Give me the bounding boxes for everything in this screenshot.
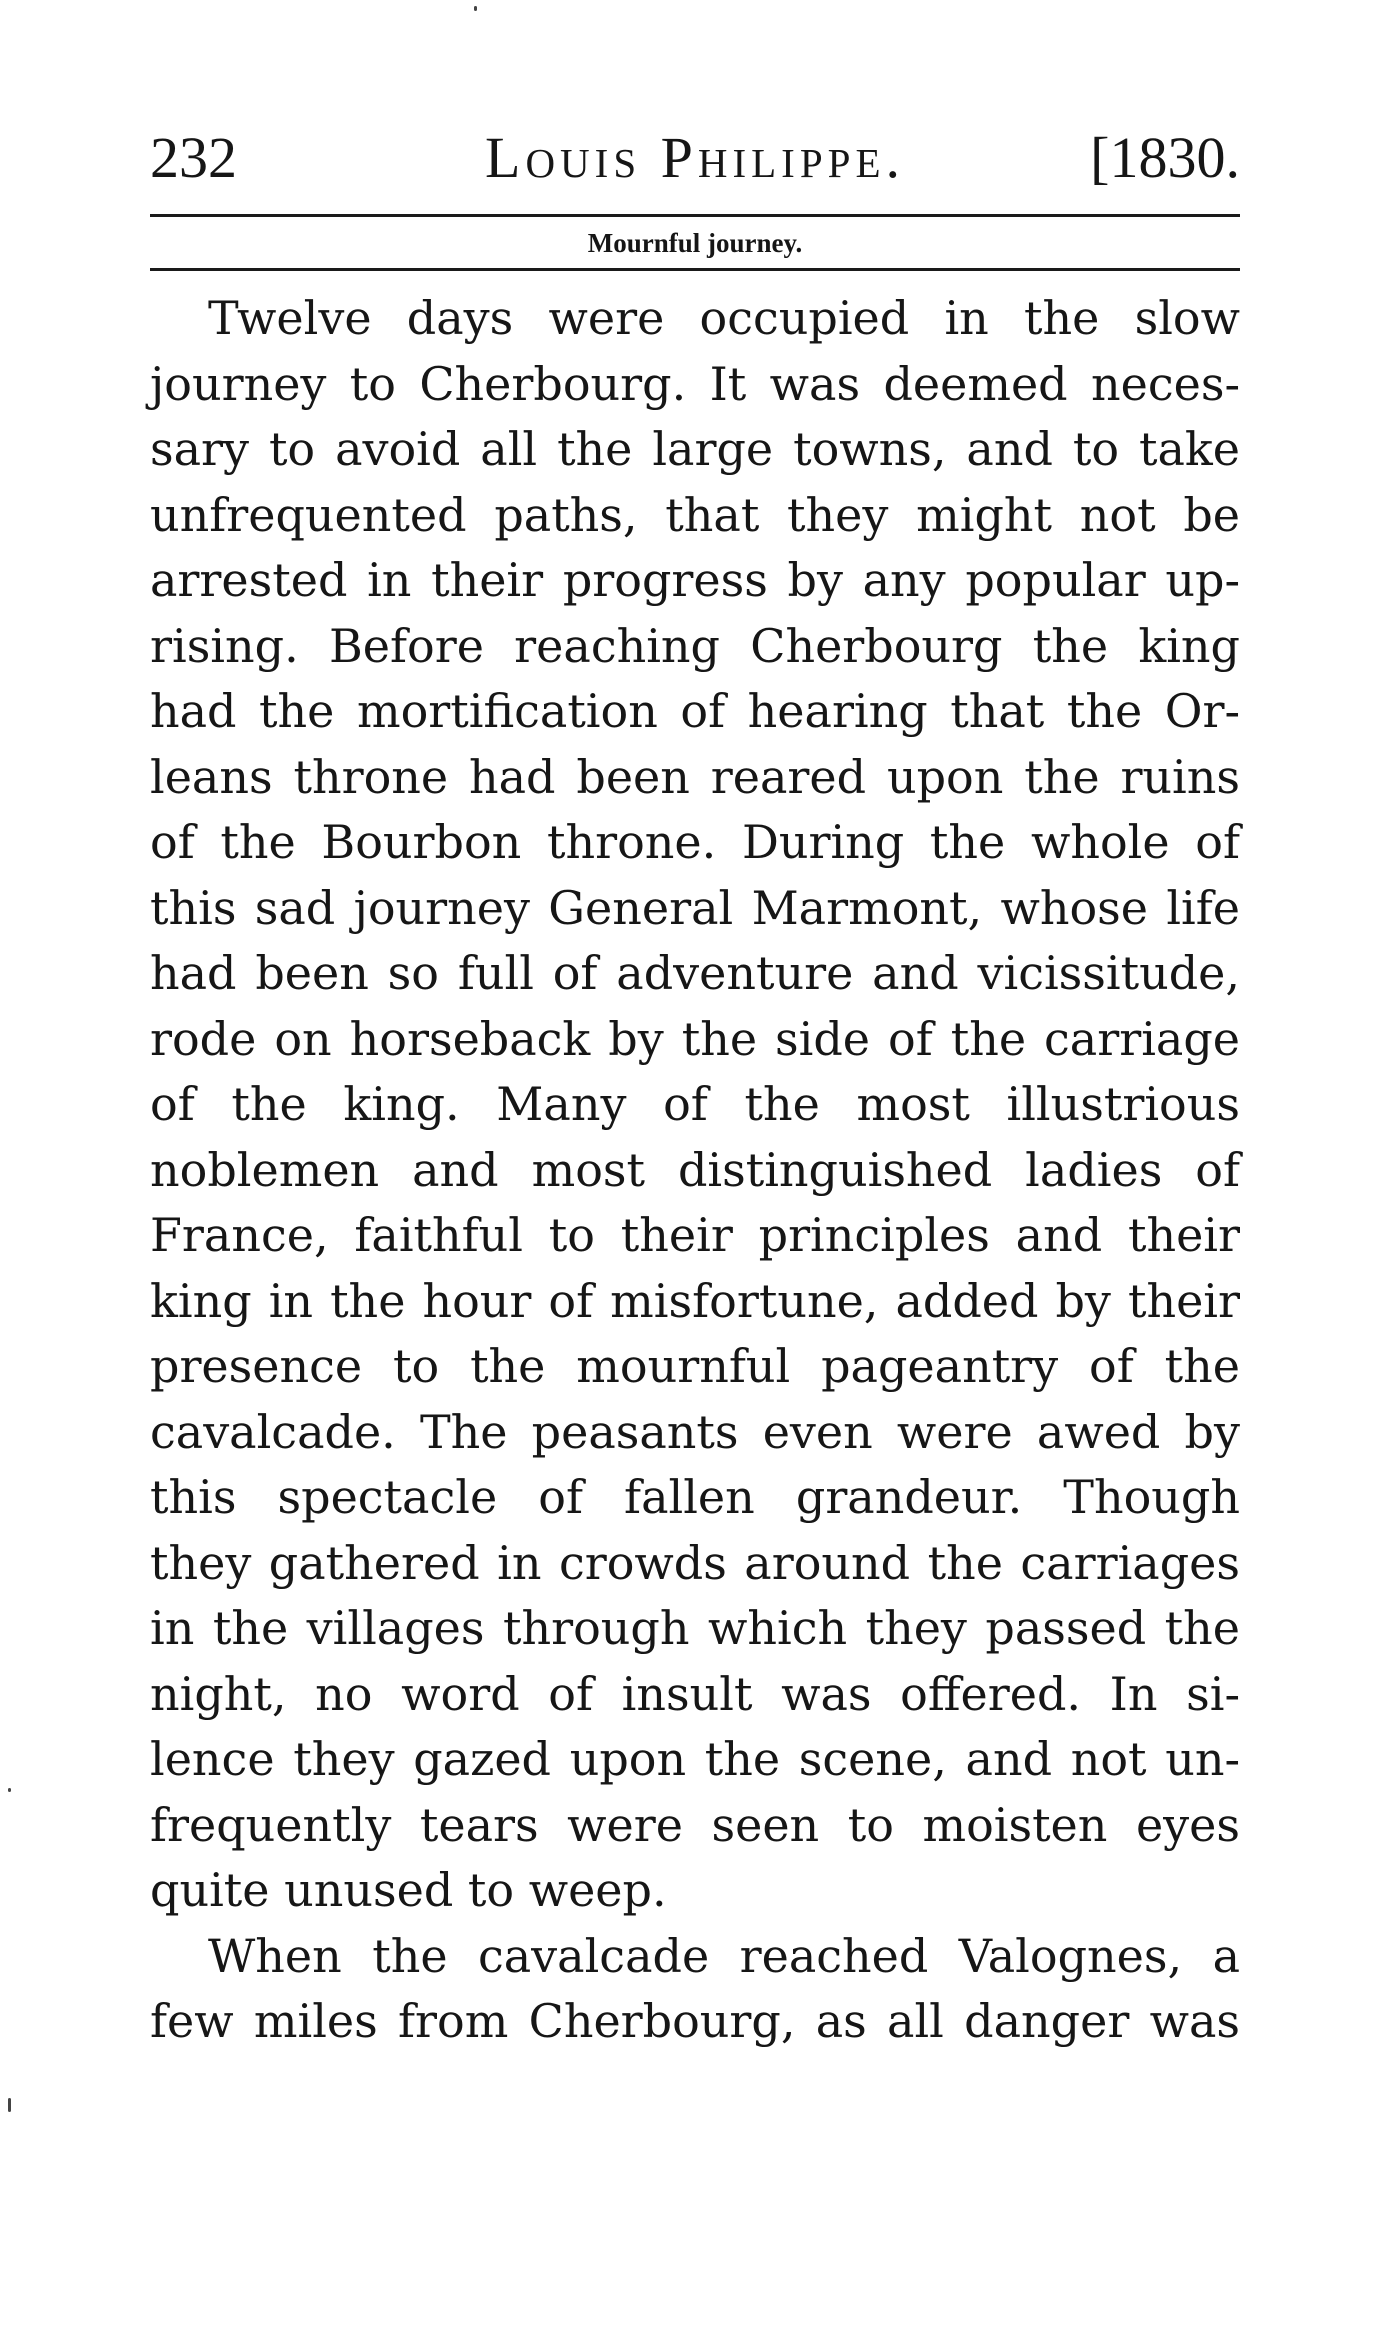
scan-speck: [8, 1788, 11, 1792]
text-line: had the mortification of hearing that the Or-: [150, 684, 1240, 738]
text-line: frequently tears were seen to moisten eyes: [150, 1797, 1240, 1852]
text-line: this sad journey General Marmont, whose life: [150, 880, 1240, 935]
text-line: rising. Before reaching Cherbourg the king: [150, 618, 1240, 673]
text-line: night, no word of insult was offered. In si-: [150, 1666, 1240, 1721]
text-line: cavalcade. The peasants even were awed by: [150, 1404, 1240, 1459]
text-line: When the cavalcade reached Valognes, a: [208, 1928, 1240, 1983]
text-line: king in the hour of misfortune, added by their: [150, 1273, 1240, 1328]
page-header: [150, 118, 1240, 198]
text-line: in the villages through which they passed the: [150, 1601, 1240, 1655]
scan-speck: [8, 2098, 11, 2112]
body-text: [150, 286, 1240, 2055]
text-line: of the king. Many of the most illustrious: [150, 1077, 1240, 1131]
running-title: Louis Philippe.: [485, 125, 905, 190]
scan-speck: [474, 6, 477, 11]
page-number: 232: [150, 125, 237, 190]
text-line: rode on horseback by the side of the carriage: [150, 1011, 1240, 1066]
text-line: sary to avoid all the large towns, and to take: [150, 422, 1240, 476]
text-line: arrested in their progress by any popular up-: [150, 553, 1240, 607]
text-line: few miles from Cherbourg, as all danger was: [150, 1994, 1240, 2048]
text-line: they gathered in crowds around the carriages: [150, 1535, 1240, 1590]
text-line: France, faithful to their principles and their: [150, 1208, 1240, 1262]
text-line: leans throne had been reared upon the ruins: [150, 749, 1240, 804]
text-line: unfrequented paths, that they might not be: [150, 487, 1240, 542]
text-line: noblemen and most distinguished ladies of: [150, 1142, 1240, 1197]
text-line: of the Bourbon throne. During the whole of: [150, 815, 1240, 869]
text-line: this spectacle of fallen grandeur. Though: [150, 1470, 1240, 1524]
header-rule-top: [150, 214, 1240, 217]
text-line: lence they gazed upon the scene, and not un-: [150, 1732, 1240, 1786]
text-line: journey to Cherbourg. It was deemed neces-: [150, 356, 1240, 411]
text-line: had been so full of adventure and vicissitude,: [150, 946, 1240, 1000]
text-line: Twelve days were occupied in the slow: [208, 291, 1240, 345]
header-year: [1830.: [1090, 125, 1240, 190]
text-line: presence to the mournful pageantry of the: [150, 1339, 1240, 1393]
header-rule-bottom: [150, 268, 1240, 271]
text-line: quite unused to weep.: [150, 1863, 667, 1917]
section-subheading: Mournful journey.: [587, 228, 803, 258]
